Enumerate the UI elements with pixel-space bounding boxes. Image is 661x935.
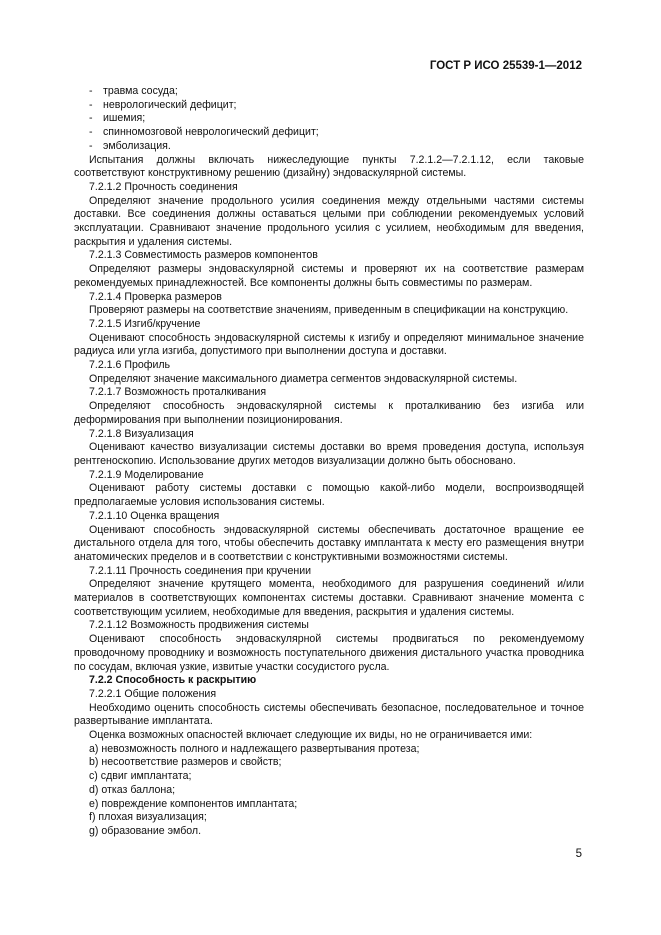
paragraph: Оценивают способность эндоваскулярной системы к изгибу и определяют минимальное значение радиуса или угла изгиба, допустимого при выполнении доступа и доставки. (74, 331, 584, 358)
document-body (74, 85, 584, 839)
section-heading: 7.2.1.12 Возможность продвижения системы (89, 619, 309, 632)
section-heading: c) сдвиг имплантата; (89, 770, 192, 783)
paragraph: Необходимо оценить способность системы обеспечивать безопасное, последовательное и точное развертывание имплантата. (74, 701, 584, 728)
section-heading: b) несоответствие размеров и свойств; (89, 756, 282, 769)
paragraph: Оценивают качество визуализации системы доставки во время проведения доступа, используя рентгеноскопию. Использование других методов визуализации должно быть обосновано. (74, 441, 584, 467)
paragraph: Оценивают работу системы доставки с помощью какой-либо модели, воспроизводящей предполагаемые условия использования системы. (74, 482, 584, 509)
paragraph: Определяют значение продольного усилия соединения между отдельными частями системы доставки. Все соединения должны оставаться целыми при соблюдении рекомендуемых условий эксплуатации. Сравнивают значение продольного усилия с усилием, необходимым для введения, раскрытия и удаления системы. (74, 194, 584, 248)
section-heading: 7.2.1.11 Прочность соединения при кручении (89, 564, 312, 577)
section-heading: 7.2.1.3 Совместимость размеров компонентов (89, 249, 318, 262)
paragraph: Определяют значение крутящего момента, необходимого для разрушения соединений и/или материалов в соответствующих компонентах системы доставки. Сравнивают значение момента с соответствующим усилием, необходимые для введения, раскрытия и удаления системы. (74, 578, 584, 618)
paragraph: Оценивают способность эндоваскулярной системы обеспечивать достаточное вращение ее дистального отдела для того, чтобы обеспечить доставку имплантата к месту его размещения внутри анатомических пределов и в соответствии с конструктивными возможностями системы. (74, 523, 584, 563)
section-heading: f) плохая визуализация; (89, 811, 207, 824)
list-item: - спинномозговой неврологический дефицит; (89, 126, 319, 139)
section-heading: 7.2.1.10 Оценка вращения (89, 509, 220, 522)
section-heading: e) повреждение компонентов имплантата; (89, 797, 298, 810)
section-heading: 7.2.1.8 Визуализация (89, 427, 194, 440)
section-heading: 7.2.1.7 Возможность проталкивания (89, 386, 267, 399)
page-number: 5 (575, 848, 582, 860)
section-heading: 7.2.1.5 Изгиб/кручение (89, 317, 201, 330)
paragraph: Определяют способность эндоваскулярной системы к проталкиванию без изгиба или деформирования при выполнении позиционирования. (74, 400, 584, 426)
paragraph: Испытания должны включать нижеследующие пункты 7.2.1.2—7.2.1.12, если таковые соответствуют конструктивному решению (дизайну) эндоваскулярной системы. (74, 153, 584, 180)
paragraph: Определяют размеры эндоваскулярной системы и проверяют их на соответствие размерам рекомендуемых принадлежностей. Все компоненты должны быть совместимы по размерам. (74, 263, 584, 289)
paragraphs (74, 154, 584, 839)
paragraph: Оценивают способность эндоваскулярной системы продвигаться по рекомендуемому проводочному проводнику и возможность поступательного движения дистального участка проводника по сосудам, включая узкие, извитые участки сосудистого русла. (74, 633, 584, 673)
list-item: - ишемия; (89, 112, 146, 125)
list-item: - травма сосуда; (89, 85, 178, 97)
section-heading: d) отказ баллона; (89, 783, 176, 796)
dash-list (74, 85, 584, 154)
paragraph: Определяют значение максимального диаметра сегментов эндоваскулярной системы. (89, 372, 518, 385)
list-item: - неврологический дефицит; (89, 98, 237, 111)
paragraph: Проверяют размеры на соответствие значениям, приведенным в спецификации на конструкцию. (89, 304, 569, 317)
list-item: - эмболизация. (89, 139, 171, 152)
document-header: ГОСТ Р ИСО 25539-1—2012 (429, 60, 582, 72)
section-heading: 7.2.1.9 Моделирование (89, 468, 204, 481)
paragraph: Оценка возможных опасностей включает следующие их виды, но не ограничивается ими: (89, 729, 533, 742)
section-heading: 7.2.2 Способность к раскрытию (89, 674, 257, 687)
section-heading: g) образование эмбол. (89, 824, 202, 837)
section-heading: a) невозможность полного и надлежащего развертывания протеза; (89, 742, 420, 755)
section-heading: 7.2.1.4 Проверка размеров (89, 290, 222, 303)
section-heading: 7.2.1.6 Профиль (89, 359, 171, 372)
section-heading: 7.2.2.1 Общие положения (89, 687, 217, 700)
section-heading: 7.2.1.2 Прочность соединения (89, 180, 238, 193)
